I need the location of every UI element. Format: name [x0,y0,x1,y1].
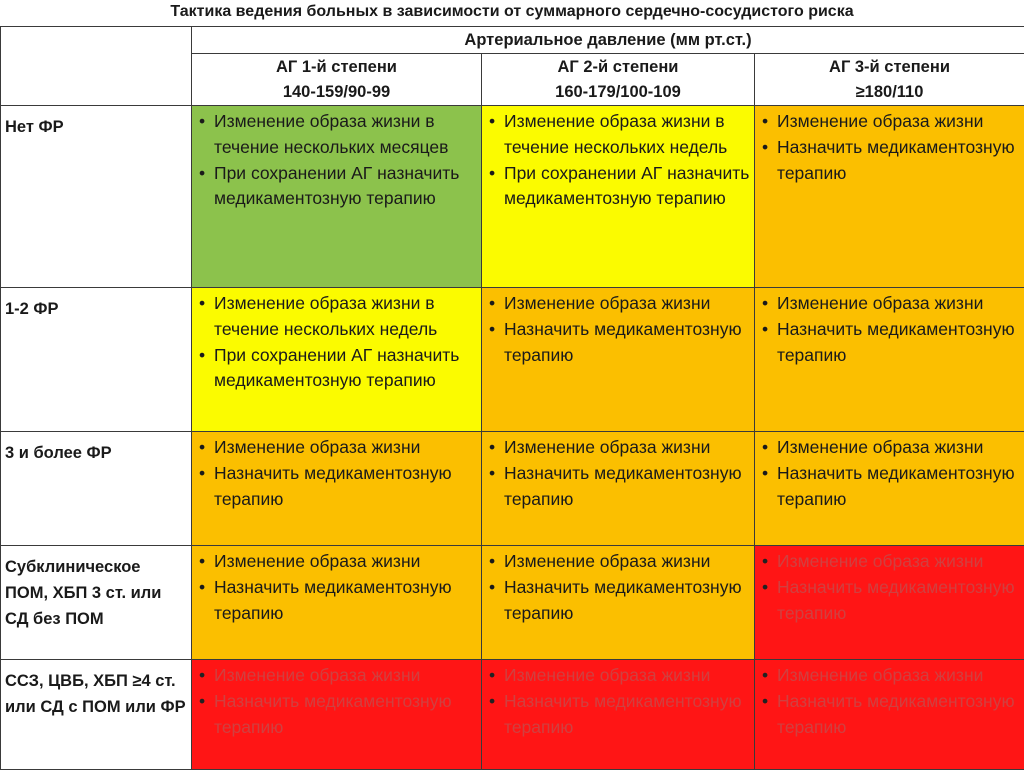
recommendation-list [482,660,754,740]
recommendation-item: • Изменение образа жизни [777,109,1020,135]
recommendation-list [755,288,1024,368]
recommendation-item: • Изменение образа жизни [777,549,1020,575]
recommendation-cell [482,432,755,546]
recommendation-cell [482,106,755,288]
row-label: 1-2 ФР [1,288,192,432]
row-3-plus-risk-factors [1,432,1024,546]
recommendation-list [755,546,1024,626]
recommendation-item: • Назначить медикаментозную терапию [214,575,477,627]
recommendation-item: • Изменение образа жизни [777,435,1020,461]
column-header-range: 140-159/90-99 [192,80,481,105]
column-header-grade-2 [482,54,755,106]
recommendation-cell [482,660,755,770]
recommendation-item: • Изменение образа жизни в течение нескольких недель [504,109,750,161]
recommendation-item: • Изменение образа жизни [214,435,477,461]
pressure-group-header: Артериальное давление (мм рт.ст.) [192,27,1024,54]
recommendation-list [755,660,1024,740]
recommendation-item: • Изменение образа жизни [777,663,1020,689]
column-header-range: ≥180/110 [755,80,1024,105]
row-no-risk-factors [1,106,1024,288]
column-header-range: 160-179/100-109 [482,80,754,105]
recommendation-item: • Назначить медикаментозную терапию [777,575,1020,627]
recommendation-list [755,106,1024,186]
recommendation-item: • Назначить медикаментозную терапию [504,317,750,369]
header-group-row [1,27,1024,54]
recommendation-item: • Назначить медикаментозную терапию [777,135,1020,187]
recommendation-item: • При сохранении АГ назначить медикаментозную терапию [214,343,477,395]
recommendation-cell [482,288,755,432]
risk-table [0,26,1024,770]
recommendation-item: • Назначить медикаментозную терапию [504,689,750,741]
column-header-grade-1 [192,54,482,106]
recommendation-list [482,106,754,212]
row-label: 3 и более ФР [1,432,192,546]
recommendation-item: • Назначить медикаментозную терапию [777,689,1020,741]
recommendation-list [192,106,481,212]
row-1-2-risk-factors [1,288,1024,432]
row-subclinical-damage [1,546,1024,660]
recommendation-cell [755,288,1024,432]
recommendation-item: • Изменение образа жизни [214,549,477,575]
recommendation-list [192,546,481,626]
recommendation-item: • Назначить медикаментозную терапию [214,461,477,513]
recommendation-list [192,660,481,740]
row-label: Субклиническое ПОМ, ХБП 3 ст. или СД без ПОМ [1,546,192,660]
recommendation-item: • Изменение образа жизни [504,549,750,575]
column-header-title: АГ 2-й степени [482,55,754,80]
recommendation-list [482,432,754,512]
column-header-title: АГ 3-й степени [755,55,1024,80]
recommendation-list [192,288,481,394]
row-established-disease [1,660,1024,770]
recommendation-item: • Изменение образа жизни [504,435,750,461]
recommendation-cell [755,106,1024,288]
column-header-grade-3 [755,54,1024,106]
page-title: Тактика ведения больных в зависимости от суммарного сердечно-сосудистого риска [0,0,1024,26]
recommendation-cell [755,660,1024,770]
row-label: ССЗ, ЦВБ, ХБП ≥4 ст. или СД с ПОМ или ФР [1,660,192,770]
row-label: Нет ФР [1,106,192,288]
recommendation-list [192,432,481,512]
recommendation-cell [755,546,1024,660]
corner-cell [1,27,192,106]
recommendation-item: • Назначить медикаментозную терапию [214,689,477,741]
recommendation-item: • Изменение образа жизни [214,663,477,689]
recommendation-item: • Назначить медикаментозную терапию [777,461,1020,513]
recommendation-list [482,546,754,626]
recommendation-cell [192,546,482,660]
recommendation-item: • При сохранении АГ назначить медикаментозную терапию [214,161,477,213]
recommendation-item: • Изменение образа жизни [777,291,1020,317]
recommendation-list [755,432,1024,512]
recommendation-cell [192,106,482,288]
recommendation-list [482,288,754,368]
recommendation-item: • Изменение образа жизни [504,663,750,689]
column-header-title: АГ 1-й степени [192,55,481,80]
recommendation-item: • Изменение образа жизни в течение нескольких недель [214,291,477,343]
recommendation-cell [192,432,482,546]
recommendation-cell [482,546,755,660]
recommendation-item: • Назначить медикаментозную терапию [504,575,750,627]
recommendation-cell [755,432,1024,546]
recommendation-cell [192,288,482,432]
recommendation-item: • Назначить медикаментозную терапию [777,317,1020,369]
recommendation-item: • Изменение образа жизни в течение нескольких месяцев [214,109,477,161]
recommendation-item: • Назначить медикаментозную терапию [504,461,750,513]
recommendation-item: • Изменение образа жизни [504,291,750,317]
recommendation-item: • При сохранении АГ назначить медикаментозную терапию [504,161,750,213]
recommendation-cell [192,660,482,770]
